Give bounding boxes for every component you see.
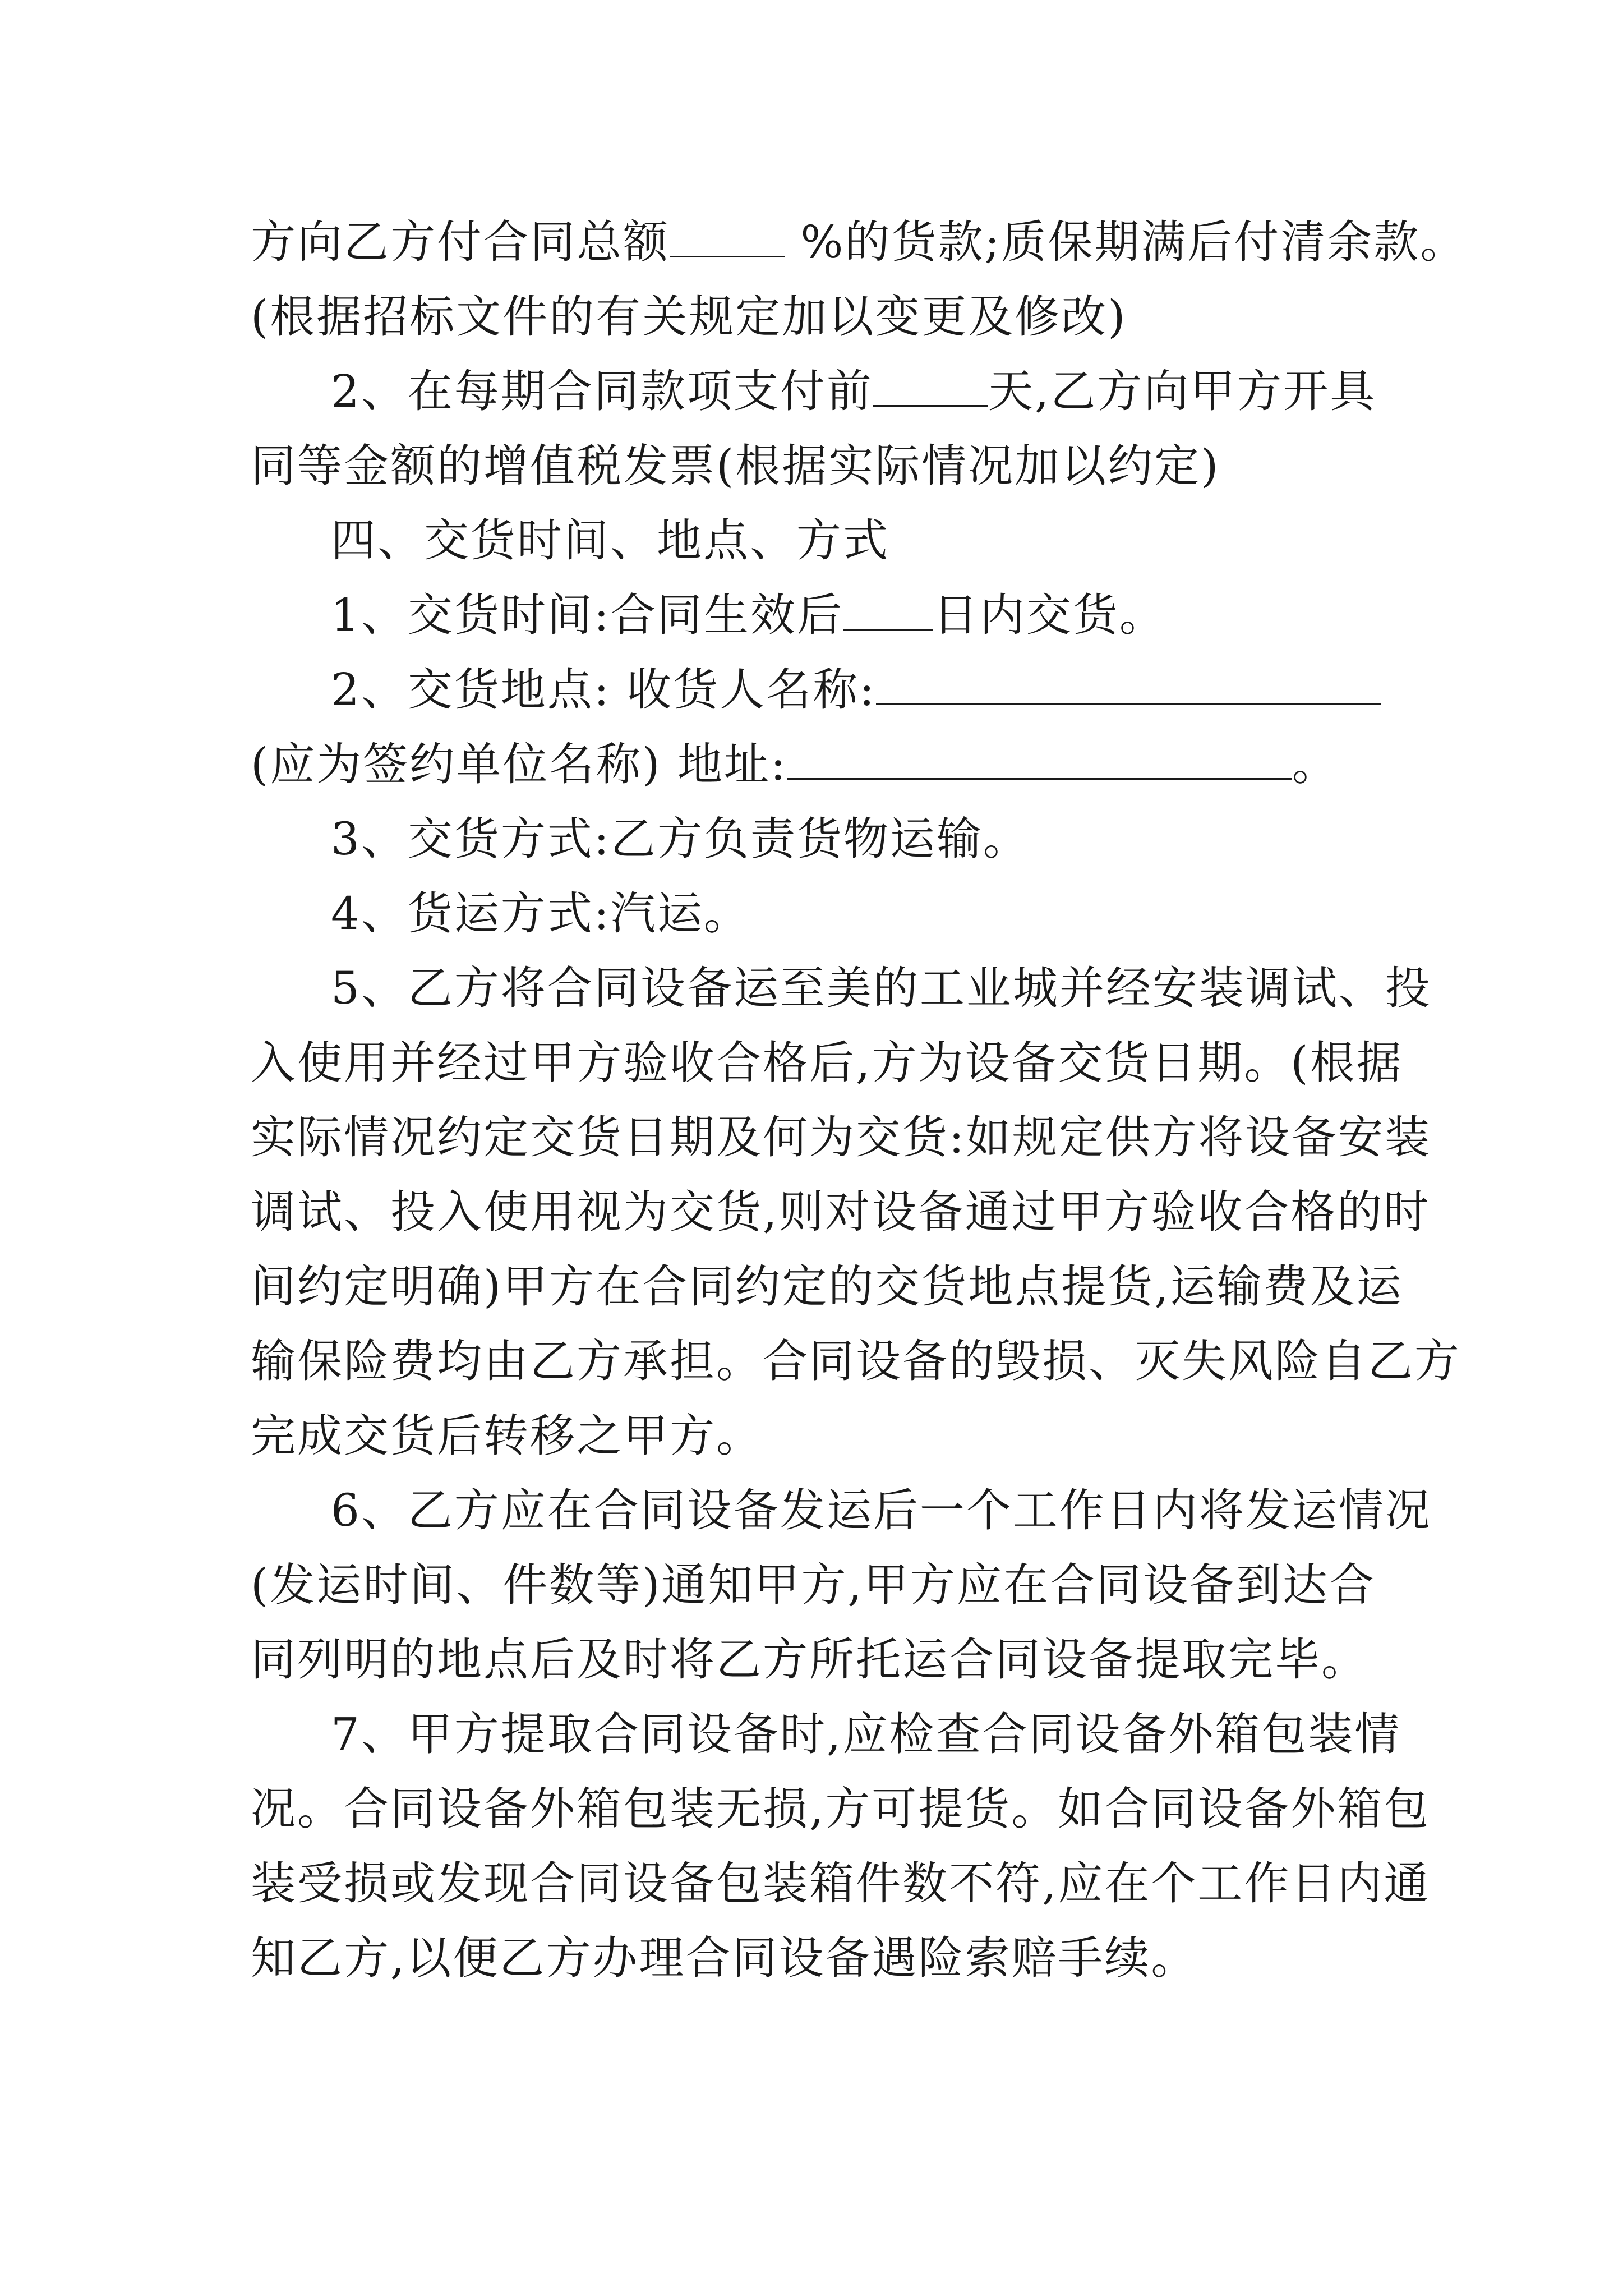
text-line bbox=[251, 1408, 763, 1464]
text-segment: 间约定明确)甲方在合同约定的交货地点提货,运输费及运 bbox=[251, 1260, 1403, 1313]
fill-in-blank bbox=[843, 588, 933, 631]
text-line bbox=[251, 214, 1467, 270]
text-segment: 7、甲方提取合同设备时,应检查合同设备外箱包装情 bbox=[331, 1708, 1401, 1760]
fill-in-blank bbox=[787, 738, 1292, 780]
fill-in-blank bbox=[876, 663, 1381, 705]
text-segment: 。 bbox=[1292, 738, 1339, 790]
text-segment: 完成交货后转移之甲方。 bbox=[251, 1410, 763, 1462]
text-segment: 4、货运方式:汽运。 bbox=[331, 887, 750, 940]
text-segment: 调试、投入使用视为交货,则对设备通过甲方验收合格的时 bbox=[251, 1186, 1431, 1238]
text-line bbox=[331, 960, 1432, 1016]
text-line bbox=[331, 1706, 1401, 1763]
text-segment: 同等金额的增值税发票(根据实际情况加以约定) bbox=[251, 440, 1220, 492]
text-line bbox=[251, 1110, 1431, 1166]
text-line bbox=[251, 1333, 1461, 1389]
text-segment: 5、乙方将合同设备运至美的工业城并经安装调试、投 bbox=[331, 962, 1432, 1014]
text-line bbox=[251, 1856, 1430, 1912]
text-line bbox=[251, 1632, 1368, 1688]
section-heading bbox=[331, 513, 889, 569]
text-segment: (根据招标文件的有关规定加以变更及修改) bbox=[251, 291, 1127, 343]
text-segment: 况。合同设备外箱包装无损,方可提货。如合同设备外箱包 bbox=[251, 1783, 1431, 1835]
text-line bbox=[331, 886, 750, 942]
text-line bbox=[251, 438, 1220, 494]
text-line bbox=[331, 587, 1166, 643]
text-line bbox=[331, 662, 1381, 718]
text-line bbox=[251, 1781, 1430, 1837]
text-segment: 2、交货地点: 收货人名称: bbox=[331, 664, 877, 716]
text-segment: 3、交货方式:乙方负责货物运输。 bbox=[331, 813, 1030, 865]
text-segment: (应为签约单位名称) 地址: bbox=[251, 738, 787, 790]
text-segment: 日内交货。 bbox=[933, 589, 1166, 641]
text-segment: %的货款;质保期满后付清余款。 bbox=[785, 216, 1467, 268]
text-line bbox=[251, 737, 1339, 793]
text-segment: 天,乙方向甲方开具 bbox=[988, 365, 1377, 417]
text-segment: (发运时间、件数等)通知甲方,甲方应在合同设备到达合 bbox=[251, 1559, 1376, 1611]
text-segment: 实际情况约定交货日期及何为交货:如规定供方将设备安装 bbox=[251, 1111, 1431, 1163]
text-segment: 入使用并经过甲方验收合格后,方为设备交货日期。(根据 bbox=[251, 1037, 1403, 1089]
text-segment: 方向乙方付合同总额 bbox=[251, 216, 670, 268]
fill-in-blank bbox=[873, 365, 988, 407]
fill-in-blank bbox=[670, 215, 785, 257]
text-line bbox=[331, 1483, 1432, 1539]
text-line bbox=[331, 811, 1030, 867]
text-line bbox=[251, 1557, 1376, 1613]
text-segment: 四、交货时间、地点、方式 bbox=[331, 514, 889, 567]
text-line bbox=[251, 1035, 1403, 1091]
text-segment: 同列明的地点后及时将乙方所托运合同设备提取完毕。 bbox=[251, 1634, 1368, 1686]
text-segment: 输保险费均由乙方承担。合同设备的毁损、灭失风险自乙方 bbox=[251, 1335, 1461, 1387]
text-line bbox=[251, 289, 1127, 345]
text-segment: 1、交货时间:合同生效后 bbox=[331, 589, 843, 641]
text-line bbox=[331, 364, 1376, 420]
text-line bbox=[251, 1930, 1197, 1986]
text-segment: 知乙方,以便乙方办理合同设备遇险索赔手续。 bbox=[251, 1932, 1198, 1984]
text-segment: 2、在每期合同款项支付前 bbox=[331, 365, 873, 417]
text-line bbox=[251, 1184, 1430, 1240]
text-line bbox=[251, 1259, 1403, 1315]
text-segment: 6、乙方应在合同设备发运后一个工作日内将发运情况 bbox=[331, 1484, 1432, 1536]
text-segment: 装受损或发现合同设备包装箱件数不符,应在个工作日内通 bbox=[251, 1857, 1431, 1910]
